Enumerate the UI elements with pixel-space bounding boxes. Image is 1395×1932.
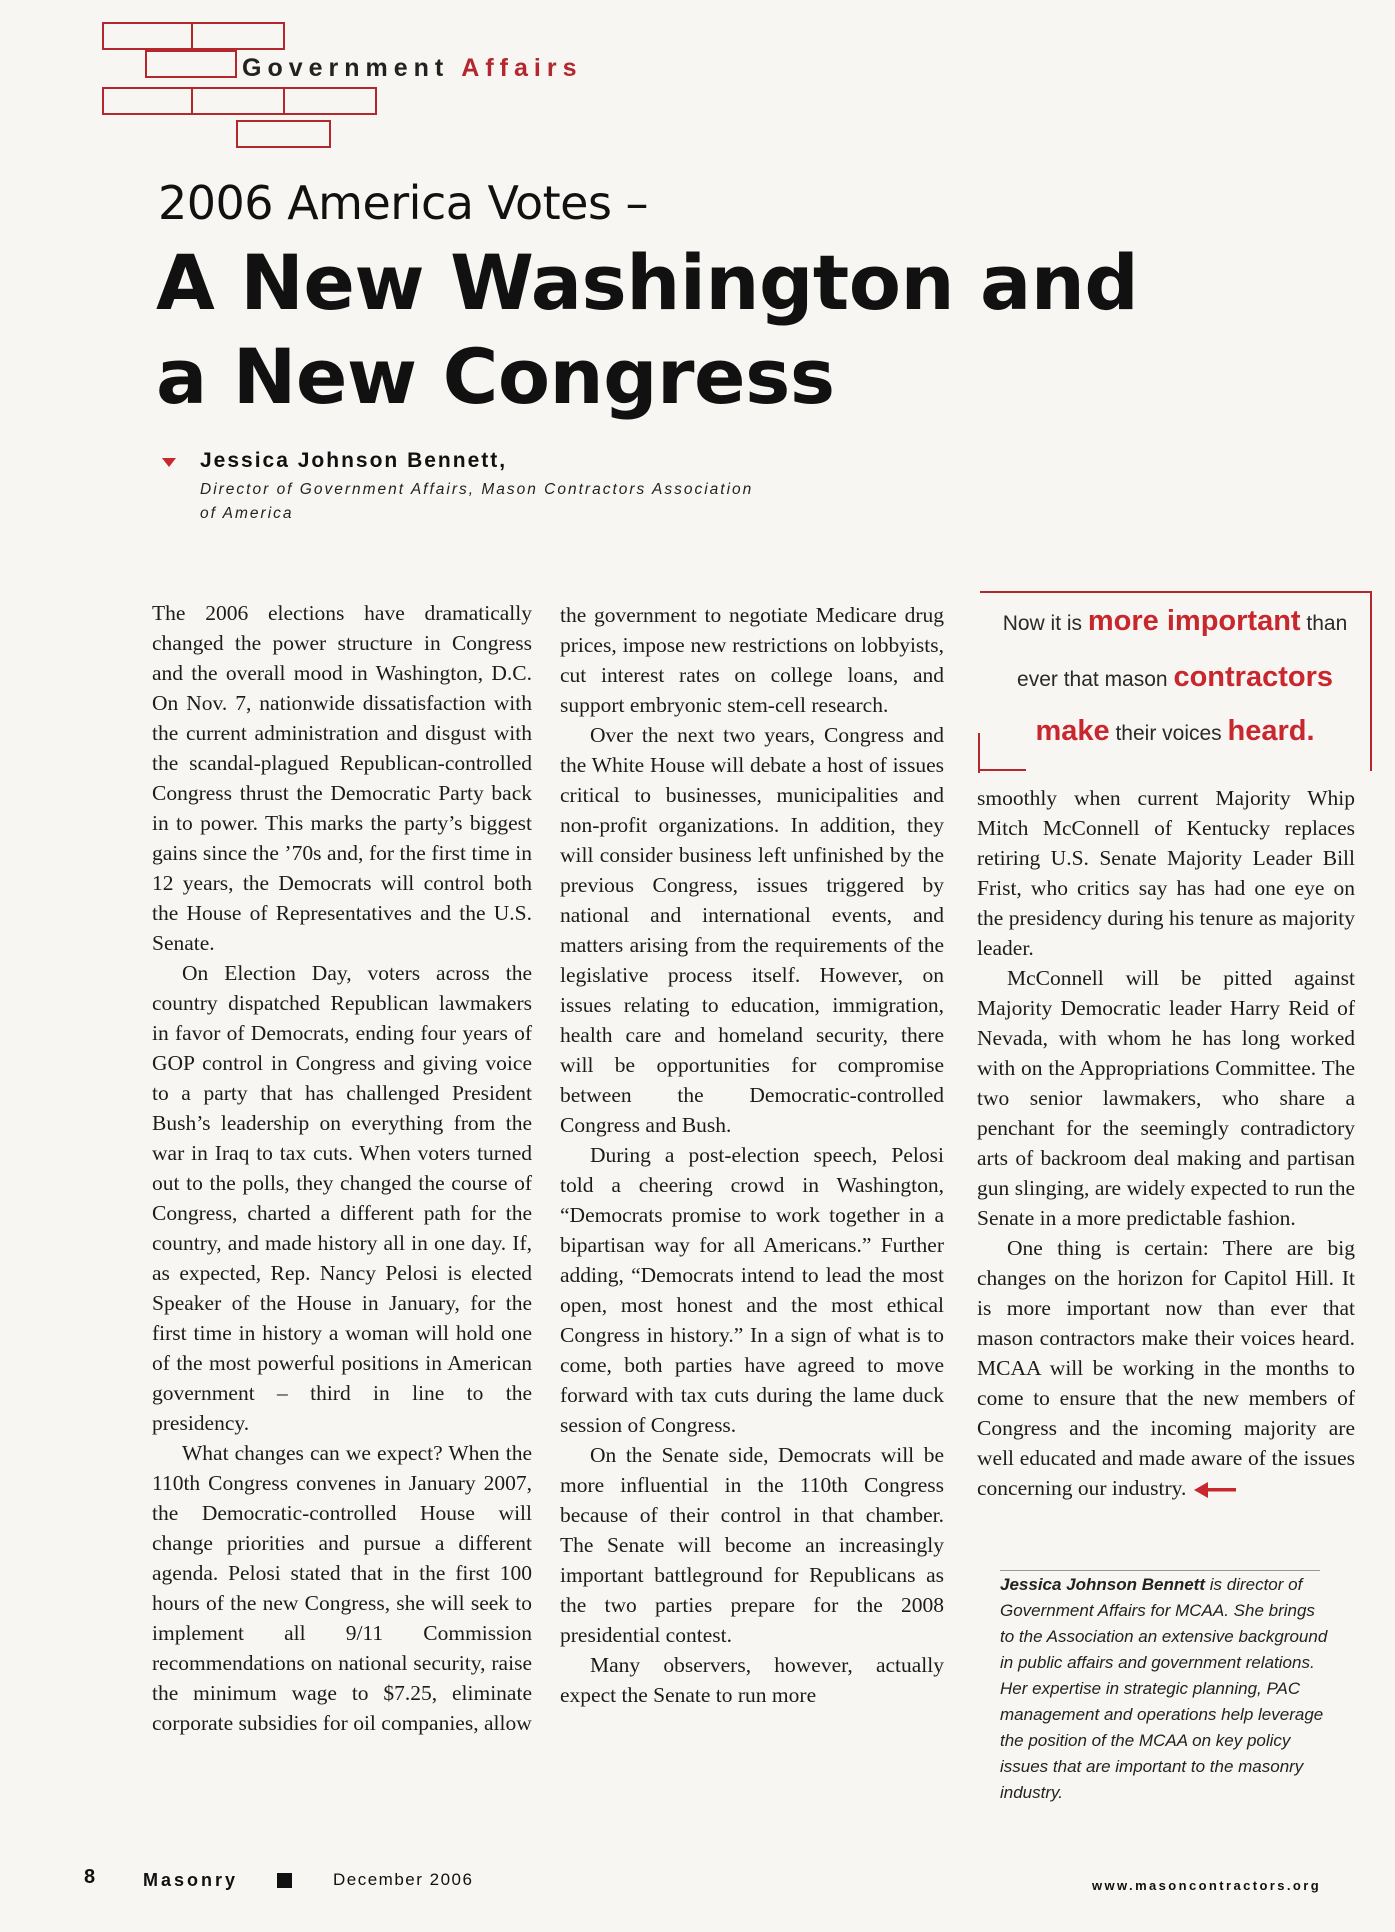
pq-emphasis: heard. <box>1227 715 1315 747</box>
section-word-1: Government <box>242 54 450 82</box>
end-of-article-arrow-icon <box>1194 1482 1238 1498</box>
logo-brick <box>102 87 193 115</box>
pull-quote-line-1 <box>980 605 1370 638</box>
logo-brick <box>236 120 331 148</box>
pq-text: than <box>1300 612 1348 635</box>
author-bio <box>1000 1572 1330 1806</box>
body-column-2 <box>560 600 944 1710</box>
article-headline <box>156 236 1156 424</box>
footer-square-icon <box>277 1873 292 1888</box>
bio-name: Jessica Johnson Bennett <box>1000 1575 1206 1594</box>
page-number: 8 <box>84 1866 96 1888</box>
paragraph: the government to negotiate Medicare drug prices, impose new restrictions on lobbyists, cut interest rates on college loans, and support embryonic stem-cell research. <box>560 603 944 717</box>
paragraph-text: One thing is certain: There are big changes on the horizon for Capitol Hill. It is more important now than ever that mason contractors make their voices heard. MCAA will be working in the months to come to ensure that the new members of Congress and the incoming majority are well educated and made aware of the issues concerning our industry. <box>977 1236 1355 1500</box>
pq-emphasis: more important <box>1087 605 1301 637</box>
article-kicker: 2006 America Votes – <box>158 176 649 230</box>
paragraph: On Election Day, voters across the country dispatched Republican lawmakers in favor of Democrats, ending four years of GOP control in Congress and giving voice to a party that has challenged President Bush’s leadership on everything from the war in Iraq to tax cuts. When voters turned out to the polls, they changed the course of Congress, charted a different path for the country, and made history all in one day. If, as expected, Rep. Nancy Pelosi is elected Speaker of the House in January, for the first time in history a woman will hold one of the most powerful positions in American government – third in line to the presidency. <box>152 961 532 1435</box>
paragraph: Over the next two years, Congress and the White House will debate a host of issues critical to businesses, municipalities and non-profit organizations. In addition, they will consider business left unfinished by the previous Congress, issues triggered by national and international events, and matters arising from the requirements of the legislative process itself. However, on issues relating to education, immigration, health care and homeland security, there will be opportunities for compromise between the Democratic-controlled Congress and Bush. <box>560 723 944 1137</box>
byline-arrow-icon <box>162 458 176 467</box>
paragraph: On the Senate side, Democrats will be more influential in the 110th Congress because of their control in that chamber. The Senate will become an increasingly important battleground for Republicans as the two parties prepare for the 2008 presidential contest. <box>560 1443 944 1647</box>
pq-text: Now it is <box>1002 612 1088 635</box>
section-label <box>242 54 582 83</box>
issue-date: December 2006 <box>333 1870 474 1889</box>
pull-quote <box>980 591 1372 771</box>
bio-text: is director of Government Affairs for MCAA. She brings to the Association an extensive background in public affairs and government relations. Her expertise in strategic planning, PAC management and operations help leverage the position of the MCAA on key policy issues that are important to the masonry industry. <box>1000 1575 1328 1802</box>
body-column-3 <box>977 783 1355 1503</box>
paragraph: Many observers, however, actually expect the Senate to run more <box>560 1653 944 1707</box>
bio-divider <box>1000 1570 1320 1571</box>
paragraph: McConnell will be pitted against Majority Democratic leader Harry Reid of Nevada, with whom he has long worked with on the Appropriations Committee. The two senior lawmakers, who share a penchant for the seemingly contradictory arts of backroom deal making and partisan gun slinging, are widely expected to run the Senate in a more predictable fashion. <box>977 966 1355 1230</box>
website-url: www.masoncontractors.org <box>1092 1878 1322 1893</box>
pq-emphasis: make <box>1035 715 1110 747</box>
author-title: Director of Government Affairs, Mason Contractors Association of America <box>200 481 754 522</box>
logo-brick <box>102 22 193 50</box>
paragraph: What changes can we expect? When the 110th Congress convenes in January 2007, the Democratic-controlled House will change priorities and pursue a different agenda. Pelosi stated that in the first 100 hours of the new Congress, she will seek to implement all 9/11 Commission recommendations on national security, raise the minimum wage to $7.25, eliminate corporate subsidies for oil companies, allow <box>152 1441 532 1735</box>
pq-text: their voices <box>1109 722 1228 745</box>
logo-brick <box>145 50 237 78</box>
logo-brick <box>191 87 285 115</box>
headline-line-2: a New Congress <box>156 332 835 421</box>
pull-quote-line-2 <box>980 661 1370 694</box>
pull-quote-frame <box>978 769 1026 771</box>
pull-quote-line-3 <box>980 715 1370 748</box>
body-column-1 <box>152 598 532 1738</box>
paragraph: During a post-election speech, Pelosi told a cheering crowd in Washington, “Democrats promise to work together in a bipartisan way for all Americans.” Further adding, “Democrats intend to lead the most open, most honest and the most ethical Congress in history.” In a sign of what is to come, both parties have agreed to move forward with tax cuts during the lame duck session of Congress. <box>560 1143 944 1437</box>
pq-text: ever that mason <box>1017 668 1174 691</box>
paragraph: smoothly when current Majority Whip Mitch McConnell of Kentucky replaces retiring U.S. Senate Majority Leader Bill Frist, who critics say has had one eye on the presidency during his tenure as majority leader. <box>977 786 1355 960</box>
paragraph-last <box>977 1233 1355 1503</box>
author-name: Jessica Johnson Bennett, <box>200 449 508 472</box>
pq-emphasis: contractors <box>1173 661 1333 693</box>
paragraph: The 2006 elections have dramatically changed the power structure in Congress and the overall mood in Washington, D.C. On Nov. 7, nationwide dissatisfaction with the current administration and disgust with the scandal-plagued Republican-controlled Congress thrust the Democratic Party back in to power. This marks the party’s biggest gains since the ’70s and, for the first time in 12 years, the Democrats will control both the House of Representatives and the U.S. Senate. <box>152 601 532 955</box>
headline-line-1: A New Washington and <box>156 238 1139 327</box>
logo-brick <box>191 22 285 50</box>
magazine-name: Masonry <box>143 1870 239 1890</box>
section-word-2: Affairs <box>461 54 583 82</box>
logo-brick <box>283 87 377 115</box>
